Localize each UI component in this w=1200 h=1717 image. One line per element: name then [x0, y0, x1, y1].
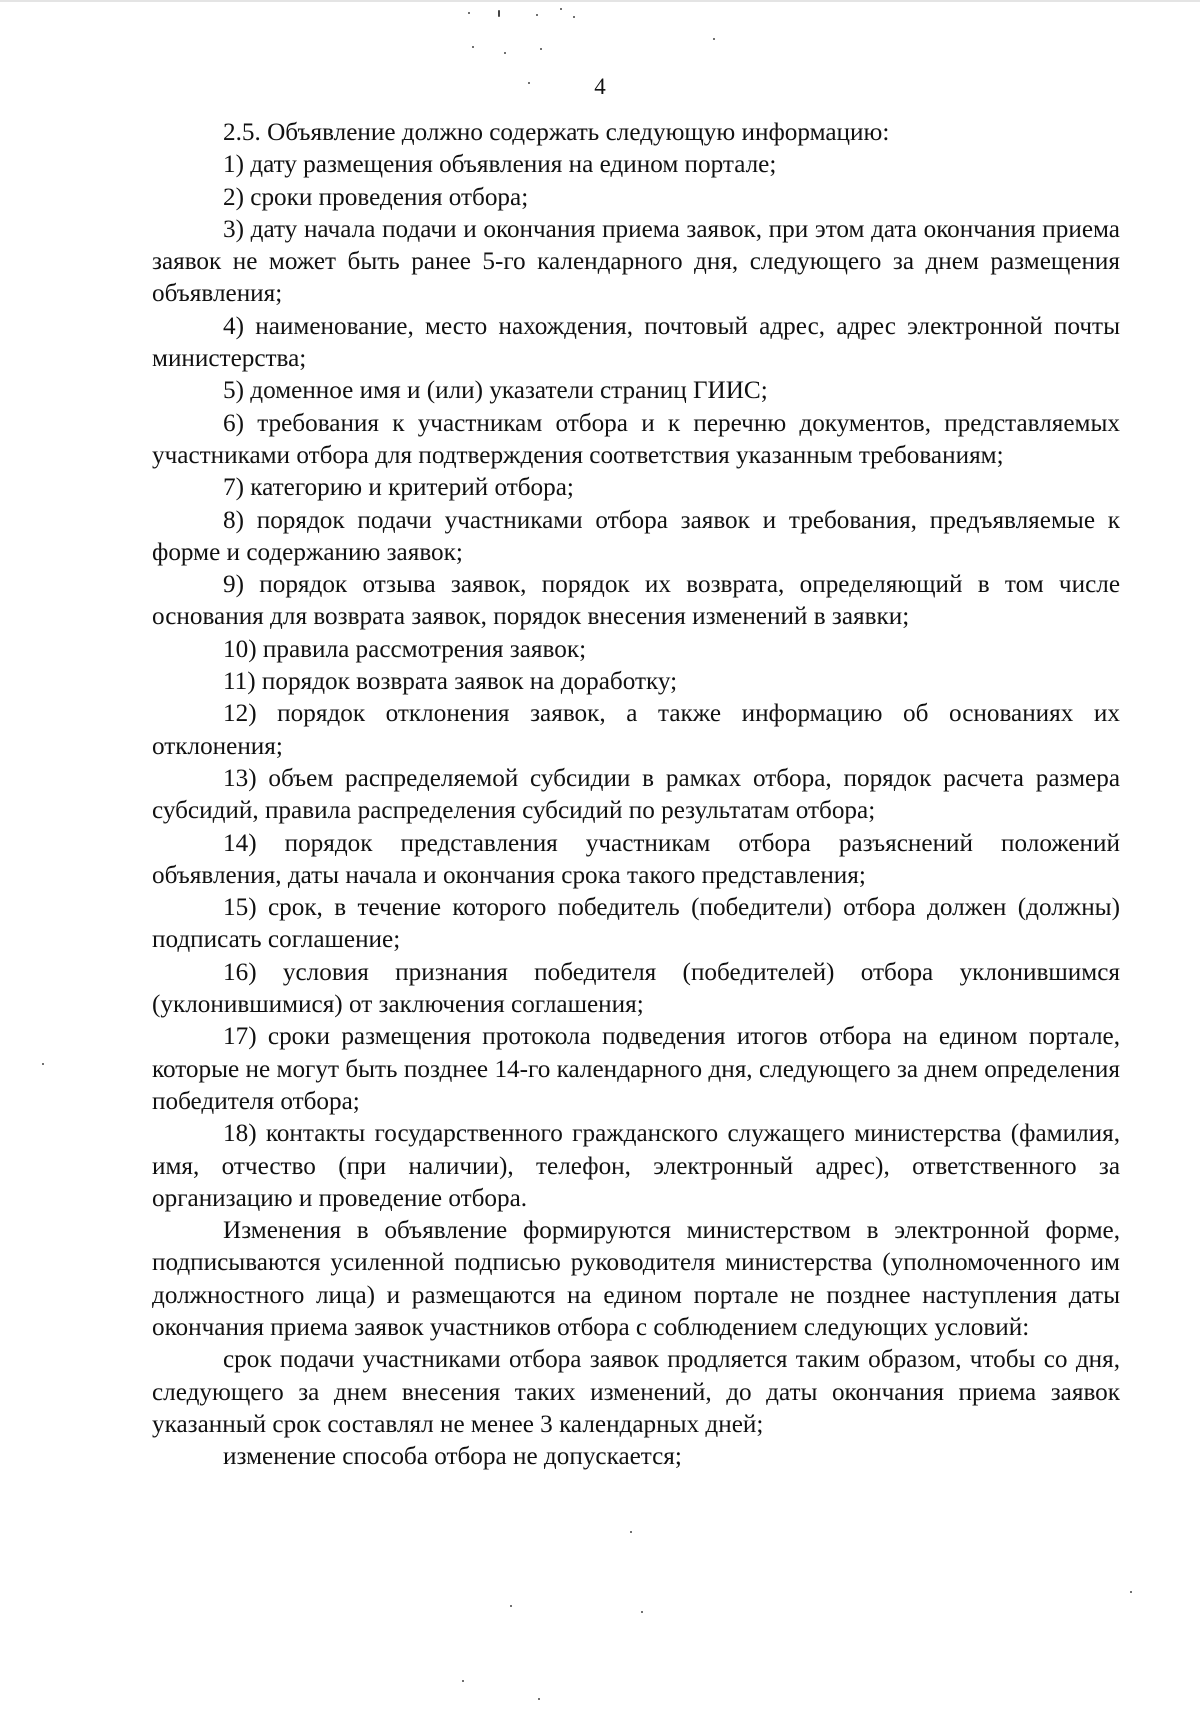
list-item-14: 14) порядок представления участникам отбора разъяснений положений объявления, даты начала и окончания срока такого представления; [152, 829, 1120, 889]
list-item-8: 8) порядок подачи участниками отбора заявок и требования, предъявляемые к форме и содержанию заявок; [152, 506, 1120, 566]
list-item-17: 17) сроки размещения протокола подведения итогов отбора на едином портале, которые не могут быть позднее 14-го календарного дня, следующего за днем определения победителя отбора; [152, 1023, 1120, 1115]
list-item-18: 18) контакты государственного гражданского служащего министерства (фамилия, имя, отчество (при наличии), телефон, электронный адрес), ответственного за организацию и проведение отбора. [152, 1120, 1120, 1212]
list-item-6: 6) требования к участникам отбора и к перечню документов, представляемых участниками отбора для подтверждения соответствия указанным требованиям; [152, 409, 1120, 469]
scan-speck [510, 1605, 512, 1607]
list-item-4: 4) наименование, место нахождения, почтовый адрес, адрес электронной почты министерства; [152, 312, 1120, 373]
scan-speck [573, 16, 575, 18]
paragraph-2-5: 2.5. Объявление должно содержать следующую информацию: [223, 119, 890, 146]
scan-speck [462, 1680, 464, 1682]
list-item-12: 12) порядок отклонения заявок, а также информацию об основаниях их отклонения; [152, 700, 1120, 760]
scan-speck [468, 12, 470, 14]
list-item-2: 2) сроки проведения отбора; [223, 183, 529, 211]
list-item-7: 7) категорию и критерий отбора; [223, 474, 574, 502]
list-item-11: 11) порядок возврата заявок на доработку; [223, 668, 678, 696]
list-item-10: 10) правила рассмотрения заявок; [223, 635, 587, 663]
paragraph-condition-2: изменение способа отбора не допускается; [223, 1443, 682, 1471]
scan-speck [1130, 1591, 1132, 1593]
scan-speck [536, 14, 538, 16]
list-item-5: 5) доменное имя и (или) указатели страниц ГИИС; [223, 377, 768, 405]
list-item-13: 13) объем распределяемой субсидии в рамках отбора, порядок расчета размера субсидий, правила распределения субсидий по результатам отбора; [152, 764, 1120, 825]
list-item-1: 1) дату размещения объявления на едином портале; [223, 151, 777, 179]
list-item-15: 15) срок, в течение которого победитель (победители) отбора должен (должны) подписать соглашение; [152, 894, 1120, 954]
list-item-9: 9) порядок отзыва заявок, порядок их возврата, определяющий в том числе основания для возврата заявок, порядок внесения изменений в заявки; [152, 571, 1120, 631]
paragraph-changes: Изменения в объявление формируются министерством в электронной форме, подписываются усиленной подписью руководителя министерства (уполномоченного им должностного лица) и размещаются на едином портале не позднее наступления даты окончания приема заявок участников отбора с соблюдением следующих условий: [152, 1217, 1120, 1341]
scan-speck [630, 1531, 632, 1533]
list-item-3: 3) дату начала подачи и окончания приема заявок, при этом дата окончания приема заявок не может быть ранее 5-го календарного дня, следующего за днем размещения объявления; [152, 215, 1120, 308]
scan-speck [504, 52, 506, 54]
scan-speck [560, 8, 562, 10]
scan-speck [498, 10, 500, 17]
list-item-16: 16) условия признания победителя (победителей) отбора уклонившимся (уклонившимися) от заключения соглашения; [152, 958, 1120, 1019]
document-body [152, 117, 1120, 1473]
scan-edge [0, 0, 1200, 2]
scan-speck [713, 38, 715, 40]
scan-speck [540, 48, 542, 50]
scan-speck [641, 1611, 643, 1613]
paragraph-condition-1: срок подачи участниками отбора заявок продляется таким образом, чтобы со дня, следующего за днем внесения таких изменений, до даты окончания приема заявок указанный срок составлял не менее 3 календарных дней; [152, 1346, 1120, 1438]
scan-speck [42, 1063, 44, 1065]
page-number: 4 [594, 74, 606, 99]
scan-speck [538, 1698, 540, 1700]
scan-speck [472, 46, 474, 48]
